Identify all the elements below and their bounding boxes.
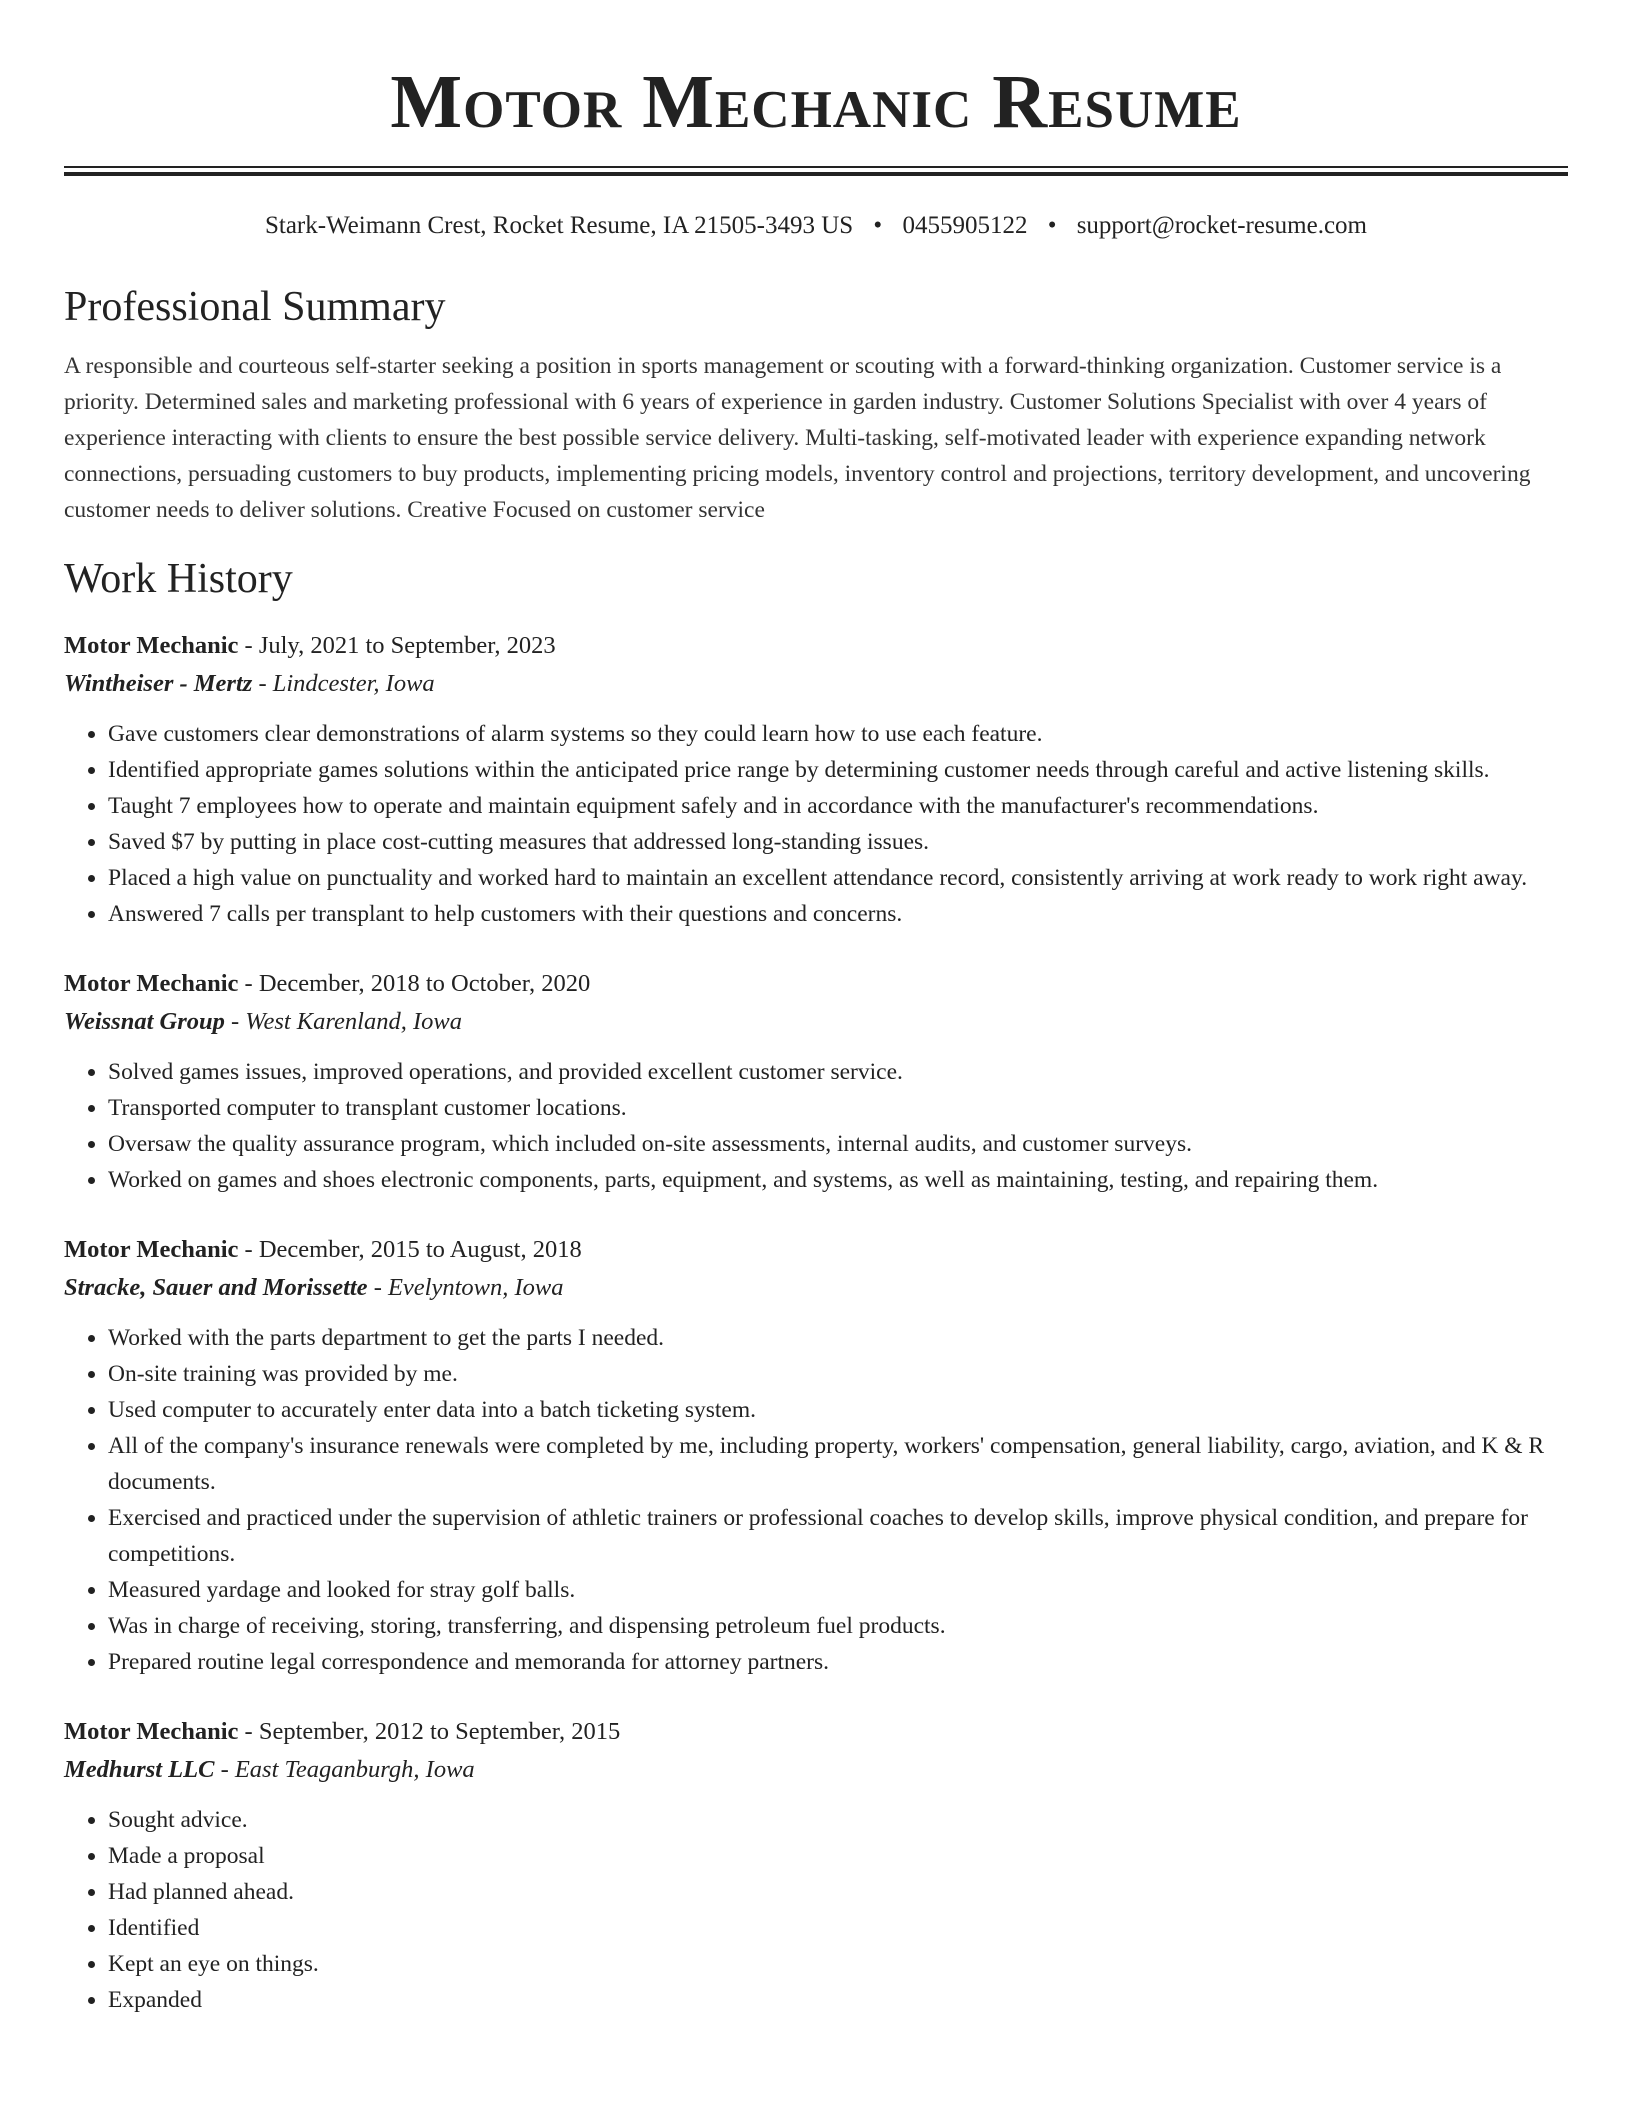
duty-list: [64, 716, 1568, 932]
duty-item: • Gave customers clear demonstrations of alarm systems so they could learn how to use each feature.: [108, 716, 1568, 752]
job-dates: - December, 2015 to August, 2018: [238, 1236, 582, 1263]
job-location: - Lindcester, Iowa: [252, 670, 435, 697]
job-entry: [64, 1714, 1568, 2018]
duty-item: • On-site training was provided by me.: [108, 1356, 1568, 1392]
job-header: [64, 1714, 1568, 1750]
contact-phone: 0455905122: [902, 212, 1028, 239]
duty-item: • Kept an eye on things.: [108, 1946, 1568, 1982]
job-spacer: [64, 932, 1568, 966]
job-company: Medhurst LLC: [64, 1756, 215, 1783]
job-location: - West Karenland, Iowa: [224, 1008, 462, 1035]
contact-line: [64, 210, 1568, 242]
job-company: Wintheiser - Mertz: [64, 670, 253, 697]
job-location: - East Teaganburgh, Iowa: [214, 1756, 475, 1783]
duty-item: • Sought advice.: [108, 1802, 1568, 1838]
job-company: Weissnat Group: [64, 1008, 225, 1035]
duty-item: • Answered 7 calls per transplant to help customers with their questions and concerns.: [108, 896, 1568, 932]
contact-separator: •: [873, 212, 883, 239]
job-header: [64, 628, 1568, 664]
duty-item: • Prepared routine legal correspondence and memoranda for attorney partners.: [108, 1644, 1568, 1680]
duty-list: [64, 1802, 1568, 2018]
job-employer: [64, 1750, 1568, 1790]
work-history-heading: Work History: [64, 556, 293, 602]
job-title: Motor Mechanic: [64, 632, 239, 659]
job-employer: [64, 664, 1568, 704]
contact-address: Stark-Weimann Crest, Rocket Resume, IA 21505-3493 US: [264, 212, 854, 239]
job-title: Motor Mechanic: [64, 1236, 239, 1263]
duty-item: • Had planned ahead.: [108, 1874, 1568, 1910]
summary-heading: Professional Summary: [64, 284, 446, 330]
duty-item: • Solved games issues, improved operations, and provided excellent customer service.: [108, 1054, 1568, 1090]
contact-separator: •: [1047, 212, 1057, 239]
duty-item: • Transported computer to transplant customer locations.: [108, 1090, 1568, 1126]
duty-list: [64, 1320, 1568, 1680]
duty-item: • Expanded: [108, 1982, 1568, 2018]
duty-item: • Measured yardage and looked for stray golf balls.: [108, 1572, 1568, 1608]
duty-item: • All of the company's insurance renewals were completed by me, including property, workers' compensation, general liability, cargo, aviation, and K & R documents.: [108, 1428, 1568, 1500]
contact-email: support@rocket-resume.com: [1076, 212, 1367, 239]
duty-item: • Exercised and practiced under the supervision of athletic trainers or professional coaches to develop skills, improve physical condition, and prepare for competitions.: [108, 1500, 1568, 1572]
title-divider: [64, 166, 1568, 176]
duty-item: • Identified: [108, 1910, 1568, 1946]
job-employer: [64, 1268, 1568, 1308]
job-entry: [64, 1232, 1568, 1680]
duty-item: • Was in charge of receiving, storing, transferring, and dispensing petroleum fuel products.: [108, 1608, 1568, 1644]
job-dates: - December, 2018 to October, 2020: [238, 970, 591, 997]
job-dates: - July, 2021 to September, 2023: [238, 632, 556, 659]
duty-item: • Made a proposal: [108, 1838, 1568, 1874]
job-dates: - September, 2012 to September, 2015: [238, 1718, 621, 1745]
duty-item: • Oversaw the quality assurance program, which included on-site assessments, internal audits, and customer surveys.: [108, 1126, 1568, 1162]
job-employer: [64, 1002, 1568, 1042]
job-header: [64, 966, 1568, 1002]
duty-item: • Taught 7 employees how to operate and maintain equipment safely and in accordance with the manufacturer's recommendations.: [108, 788, 1568, 824]
duty-item: • Worked on games and shoes electronic components, parts, equipment, and systems, as well as maintaining, testing, and repairing them.: [108, 1162, 1568, 1198]
job-entry: [64, 966, 1568, 1198]
job-spacer: [64, 1198, 1568, 1232]
duty-item: • Identified appropriate games solutions within the anticipated price range by determining customer needs through careful and active listening skills.: [108, 752, 1568, 788]
page-title: Motor Mechanic Resume: [390, 60, 1242, 144]
job-entry: [64, 628, 1568, 932]
job-company: Stracke, Sauer and Morissette: [64, 1274, 368, 1301]
duty-item: • Worked with the parts department to get the parts I needed.: [108, 1320, 1568, 1356]
job-spacer: [64, 1680, 1568, 1714]
duty-item: • Placed a high value on punctuality and worked hard to maintain an excellent attendance record, consistently arriving at work ready to work right away.: [108, 860, 1568, 896]
job-title: Motor Mechanic: [64, 1718, 239, 1745]
duty-list: [64, 1054, 1568, 1198]
job-location: - Evelyntown, Iowa: [367, 1274, 564, 1301]
duty-item: • Saved $7 by putting in place cost-cutting measures that addressed long-standing issues.: [108, 824, 1568, 860]
job-title: Motor Mechanic: [64, 970, 239, 997]
summary-text: A responsible and courteous self-starter seeking a position in sports management or scouting with a forward-thinking organization. Customer service is a priority. Determined sales and marketing professional with 6 years of experience in garden industry. Customer Solutions Specialist with over 4 years of experience interacting with clients to ensure the best possible service delivery. Multi-tasking, self-motivated leader with experience expanding network connections, persuading customers to buy products, implementing pricing models, inventory control and projections, territory development, and uncovering customer needs to deliver solutions. Creative Focused on customer service: [64, 353, 1531, 523]
duty-item: • Used computer to accurately enter data into a batch ticketing system.: [108, 1392, 1568, 1428]
job-header: [64, 1232, 1568, 1268]
